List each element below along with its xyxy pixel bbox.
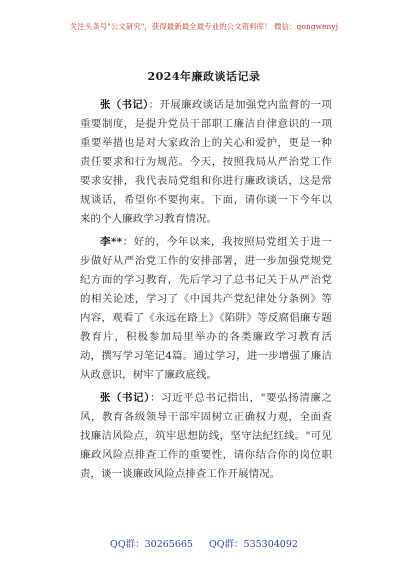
speaker-label: 李**: [100, 236, 123, 248]
speaker-label: 张（书记）: [100, 392, 151, 404]
footer-qq-group-1: QQ群：30265665: [110, 539, 193, 550]
header-note: 关注头条号"公文研究"，获得最新最全最专业的公文资料库！ 微信：gongwenyj: [69, 22, 339, 31]
paragraph-text: ：开展廉政谈话是加强党内监督的一项重要制度，是提升党员干部职工廉洁自律意识的一项重要举措也是对大家政治上的关心和爱护，更是一种责任要求和行为规范。今天，按照我局从严治党工作要求安排，我代表局党组和你进行廉政谈话，这是常规谈话，希望你不要拘束。下面，请你谈一下今年以来的个人廉政学习教育情况。: [80, 99, 332, 225]
footer: [0, 536, 408, 550]
paragraph-2: [80, 233, 332, 385]
speaker-label: 张（书记）: [100, 99, 149, 111]
document-title: 2024年廉政谈话记录: [147, 70, 261, 83]
document-body: [80, 96, 332, 488]
paragraph-text: ：好的，今年以来，我按照局党组关于进一步做好从严治党工作的安排部署，进一步加强党规党纪方面的学习教育，先后学习了总书记关于从严治党的相关论述，学习了《中国共产党纪律处分条例》等内容，观看了《永远在路上》《陷阱》等反腐倡廉专题教育片，积极参加局里举办的各类廉政学习教育活动，撰写学习笔记4篇。通过学习，进一步增强了廉洁从政意识，树牢了廉政底线。: [80, 236, 332, 381]
footer-qq-group-2: QQ群：535304092: [208, 539, 298, 550]
paragraph-text: ：习近平总书记指出，"要弘扬清廉之风，教育各级领导干部牢固树立正确权力观，全面查找廉洁风险点，筑牢思想防线，坚守法纪红线。"可见廉政风险点排查工作的重要性，请你结合你的岗位职责，谈一谈廉政风险点排查工作开展情况。: [80, 392, 332, 480]
paragraph-3: [80, 389, 332, 484]
paragraph-1: [80, 96, 332, 229]
